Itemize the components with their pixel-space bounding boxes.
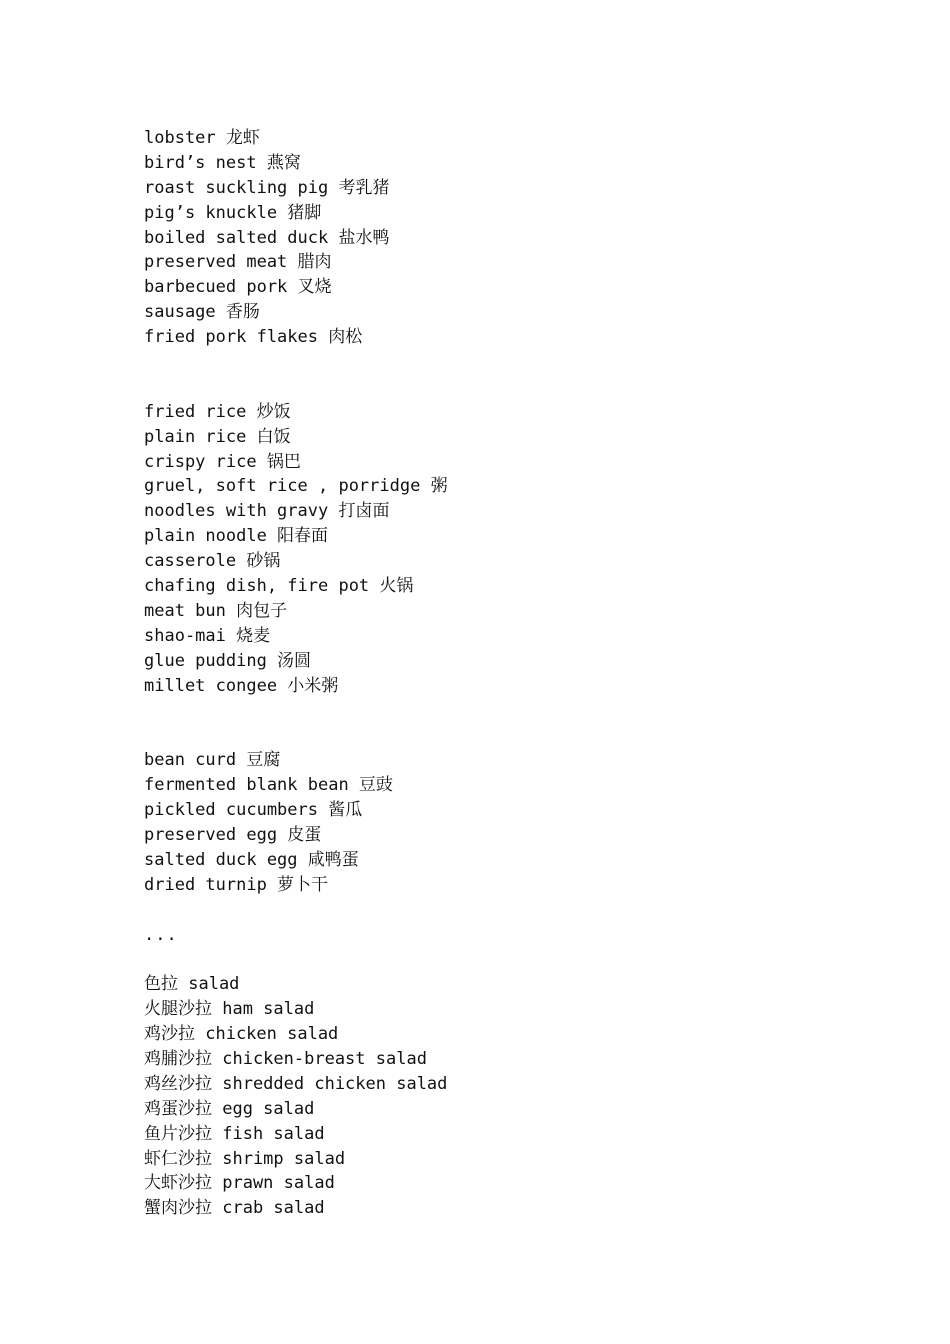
- section-spacer: [144, 898, 864, 923]
- list-item: plain rice 白饭: [144, 426, 291, 447]
- list-item: pickled cucumbers 酱瓜: [144, 800, 363, 821]
- list-item: glue pudding 汤圆: [144, 650, 312, 671]
- list-item: preserved egg 皮蛋: [144, 824, 322, 845]
- list-item: 鸡脯沙拉 chicken-breast salad: [144, 1048, 427, 1069]
- list-item: gruel, soft rice , porridge 粥: [144, 476, 448, 497]
- list-item: 蟹肉沙拉 crab salad: [144, 1198, 325, 1219]
- list-item: fried rice 炒饭: [144, 401, 291, 422]
- list-item: pig’s knuckle 猪脚: [144, 202, 322, 223]
- list-item: 虾仁沙拉 shrimp salad: [144, 1148, 346, 1169]
- list-item: millet congee 小米粥: [144, 675, 339, 696]
- salads-section: [144, 972, 864, 1221]
- list-item: salted duck egg 咸鸭蛋: [144, 849, 359, 870]
- list-item: sausage 香肠: [144, 302, 260, 323]
- meat-dishes-section: [144, 126, 864, 350]
- list-item: boiled salted duck 盐水鸭: [144, 227, 390, 248]
- list-item: 鸡蛋沙拉 egg salad: [144, 1098, 315, 1119]
- section-spacer: [144, 375, 864, 400]
- section-spacer: [144, 350, 864, 375]
- staple-foods-section: [144, 400, 864, 699]
- list-item: roast suckling pig 考乳猪: [144, 177, 390, 198]
- list-item: dried turnip 萝卜干: [144, 874, 329, 895]
- section-spacer: [144, 723, 864, 748]
- list-item: bean curd 豆腐: [144, 750, 281, 771]
- list-item: fried pork flakes 肉松: [144, 327, 363, 348]
- list-item: 大虾沙拉 prawn salad: [144, 1173, 335, 1194]
- list-item: 鱼片沙拉 fish salad: [144, 1123, 325, 1144]
- list-item: preserved meat 腊肉: [144, 252, 332, 273]
- list-item: meat bun 肉包子: [144, 600, 288, 621]
- section-spacer: [144, 947, 864, 972]
- list-item: crispy rice 锅巴: [144, 451, 301, 472]
- document-body: [144, 126, 864, 1221]
- list-item: shao-mai 烧麦: [144, 625, 271, 646]
- list-item: chafing dish, fire pot 火锅: [144, 576, 414, 597]
- list-item: 鸡丝沙拉 shredded chicken salad: [144, 1073, 448, 1094]
- section-spacer: [144, 698, 864, 723]
- list-item: fermented blank bean 豆豉: [144, 775, 393, 796]
- list-item: barbecued pork 叉烧: [144, 277, 332, 298]
- list-item: bird’s nest 燕窝: [144, 152, 301, 173]
- ellipsis-separator: ...: [144, 924, 178, 945]
- list-item: casserole 砂锅: [144, 551, 281, 572]
- list-item: 色拉 salad: [144, 974, 240, 995]
- list-item: noodles with gravy 打卤面: [144, 501, 390, 522]
- list-item: plain noodle 阳春面: [144, 526, 329, 547]
- list-item: lobster 龙虾: [144, 128, 260, 148]
- list-item: 火腿沙拉 ham salad: [144, 999, 315, 1020]
- list-item: 鸡沙拉 chicken salad: [144, 1024, 339, 1045]
- side-dishes-section: [144, 748, 864, 897]
